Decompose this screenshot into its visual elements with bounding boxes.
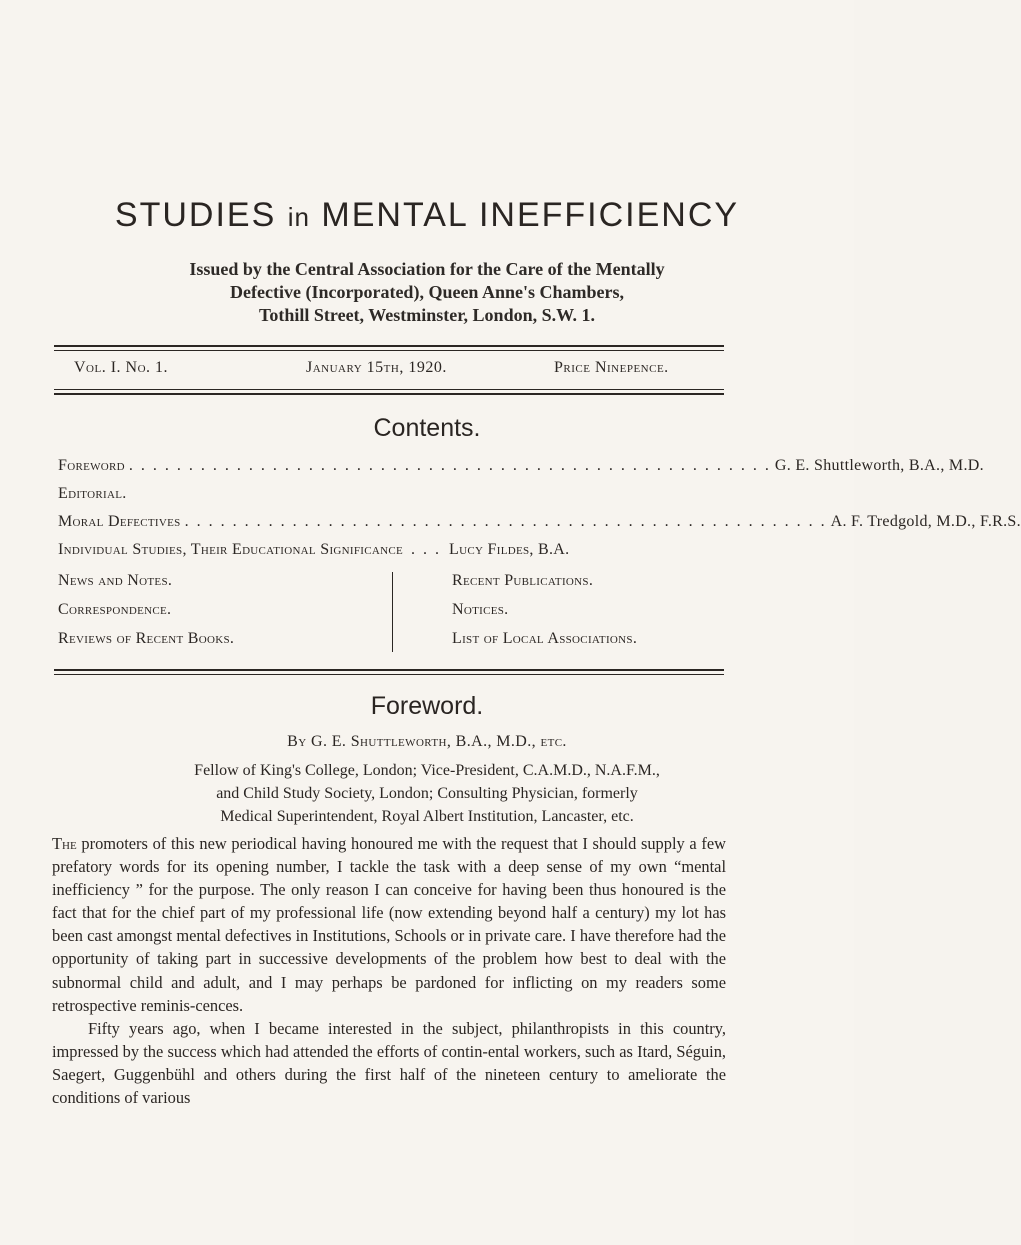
contents-entry-author: A. F. Tredgold, M.D., F.R.S.	[830, 513, 1021, 530]
contents-misc-item: News and Notes.	[58, 572, 173, 589]
foreword-body	[52, 832, 726, 1109]
contents-misc-item: Notices.	[452, 601, 509, 618]
contents-entry	[58, 513, 1021, 535]
leader-dots: . . .	[411, 541, 442, 558]
foreword-heading: Foreword.	[370, 692, 484, 720]
contents-heading: Contents.	[373, 414, 481, 442]
volume-number: Vol. I. No. 1.	[74, 359, 169, 376]
rule	[54, 345, 724, 347]
contents-entry-author: Lucy Fildes, B.A.	[449, 541, 570, 558]
author-affiliation	[0, 759, 854, 828]
paragraph-lead-word: The	[52, 834, 77, 853]
issued-by-statement	[0, 258, 854, 327]
contents-entry-title: Individual Studies, Their Educational Significance	[58, 541, 404, 558]
affiliation-line: and Child Study Society, London; Consulting Physician, formerly	[216, 785, 638, 802]
issue-date: January 15th, 1920.	[306, 359, 447, 376]
rule	[54, 389, 724, 390]
issued-line: Issued by the Central Association for the Care of the Mentally	[189, 259, 665, 279]
leader-dots: . . . . . . . . . . . . . . . . . . . . . . . . . . . . . . . . . . . . . . . . . . . . . . . . . . . . . .	[128, 457, 771, 474]
affiliation-line: Fellow of King's College, London; Vice-President, C.A.M.D., N.A.F.M.,	[194, 762, 660, 779]
rule	[54, 674, 724, 675]
column-divider	[392, 572, 393, 652]
contents-misc-item: Recent Publications.	[452, 572, 594, 589]
contents-misc-item: Reviews of Recent Books.	[58, 630, 235, 647]
issued-line: Defective (Incorporated), Queen Anne's Chambers,	[230, 282, 624, 302]
contents-misc-item: Correspondence.	[58, 601, 172, 618]
foreword-byline: By G. E. Shuttleworth, B.A., M.D., etc.	[287, 733, 567, 750]
paragraph: Fifty years ago, when I became interested in the subject, philanthropists in this country, impressed by the success which had attended the efforts of contin-ental workers, such as Itard, Séguin, Saegert, Guggenbühl and others during the first half of the nineteen century to ameliorate the conditions of various	[52, 1018, 726, 1108]
contents-right-column	[452, 566, 637, 653]
contents-entry	[58, 457, 984, 479]
paragraph-text: promoters of this new periodical having honoured me with the request that I should supply a few prefatory words for its opening number, I tackle the task with a deep sense of my own “mental inefficiency ” for the purpose. The only reason I can conceive for having been thus honoured is the fact that for the chief part of my professional life (now extending beyond half a century) my lot has been cast amongst mental defectives in Institutions, Schools or in private care. I have therefore had the opportunity of taking part in successive developments of the problem how best to deal with the subnormal child and adult, and I may perhaps be pardoned for inflicting on my readers some retrospective reminis-cences.	[52, 834, 726, 1015]
journal-title: STUDIES in MENTAL INEFFICIENCY	[114, 196, 740, 234]
issued-line: Tothill Street, Westminster, London, S.W. 1.	[259, 305, 595, 325]
contents-misc-item: List of Local Associations.	[452, 630, 638, 647]
contents-left-column	[58, 566, 234, 653]
contents-entry	[58, 485, 728, 507]
leader-dots: . . . . . . . . . . . . . . . . . . . . . . . . . . . . . . . . . . . . . . . . . . . . . . . . . . . . . .	[184, 513, 827, 530]
contents-entry-title: Moral Defectives	[58, 513, 181, 530]
contents-entry-title: Editorial.	[58, 485, 127, 502]
contents-entry-author: G. E. Shuttleworth, B.A., M.D.	[774, 457, 984, 474]
paragraph	[52, 832, 726, 1017]
contents-entry-title: Foreword	[58, 457, 125, 474]
affiliation-line: Medical Superintendent, Royal Albert Institution, Lancaster, etc.	[220, 808, 634, 825]
issue-price: Price Ninepence.	[554, 359, 669, 376]
contents-entry	[58, 541, 728, 563]
rule	[54, 669, 724, 671]
rule	[54, 393, 724, 395]
rule	[54, 350, 724, 351]
